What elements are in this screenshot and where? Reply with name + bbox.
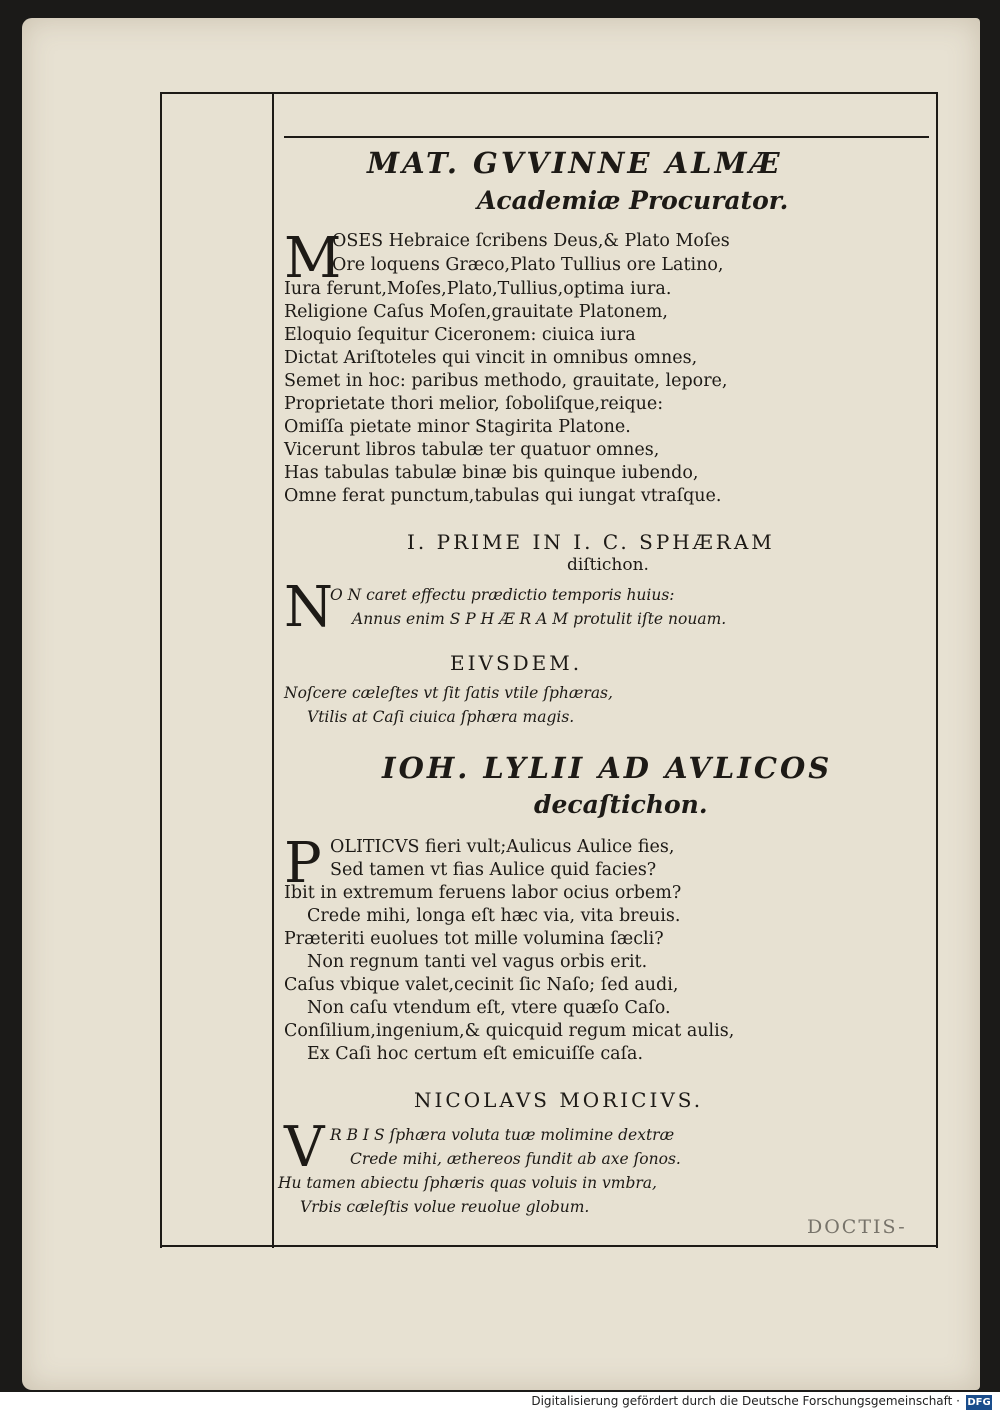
poem5-title: NICOLAVS MORICIVS. (414, 1088, 704, 1112)
poem5-line-3: Hu tamen abiectu ſphæris quas voluis in vmbra, (278, 1174, 657, 1192)
poem1-line-12: Omne ferat punctum,tabulas qui iungat vtraſque. (284, 486, 722, 506)
book-page (22, 18, 980, 1390)
poem4-line-8: Non caſu vtendum eſt, vtere quæſo Caſo. (307, 998, 671, 1018)
poem4-line-2: Sed tamen vt fias Aulice quid facies? (330, 860, 657, 880)
poem1-line-4: Religione Caſus Moſen,grauitate Platonem, (284, 302, 668, 322)
poem4-line-9: Conſilium,ingenium,& quicquid regum micat aulis, (284, 1021, 735, 1041)
frame-top-rule (160, 92, 938, 94)
poem3-line-2: Vtilis at Caſi ciuica ſphæra magis. (307, 708, 575, 726)
poem4-title: IOH. LYLII AD AVLICOS (382, 751, 833, 785)
dfg-logo: DFG (967, 1397, 991, 1408)
poem3-title: EIVSDEM. (450, 651, 583, 675)
poem2-line-1: O N caret effectu prædictio temporis huius: (330, 586, 675, 604)
poem1-title: MAT. GVVINNE ALMÆ (367, 146, 783, 180)
poem1-line-3: Iura ferunt,Moſes,Plato,Tullius,optima iura. (284, 279, 672, 299)
frame-left-rule (160, 92, 162, 1248)
poem1-line-8: Proprietate thori melior, ſoboliſque,reique: (284, 394, 664, 414)
header-rule (284, 136, 929, 138)
poem1-subtitle: Academiæ Procurator. (477, 186, 789, 215)
poem5-line-2: Crede mihi, æthereos fundit ab axe ſonos. (350, 1150, 681, 1168)
footer-bar (0, 1392, 1000, 1413)
poem1-line-6: Dictat Ariſtoteles qui vincit in omnibus omnes, (284, 348, 698, 368)
poem5-line-1: R B I S ſphæra voluta tuæ molimine dextræ (330, 1126, 675, 1144)
poem4-line-1: OLITICVS fieri vult;Aulicus Aulice fies, (330, 837, 675, 857)
poem1-line-7: Semet in hoc: paribus methodo, grauitate, lepore, (284, 371, 728, 391)
poem4-line-6: Non regnum tanti vel vagus orbis erit. (307, 952, 648, 972)
poem5-drop-cap: V (284, 1115, 325, 1180)
poem2-drop-cap: N (284, 575, 333, 640)
poem2-subtitle: diſtichon. (567, 555, 649, 575)
funding-credit: Digitalisierung gefördert durch die Deutsche Forschungsgemeinschaft · (531, 1394, 960, 1408)
poem3-line-1: Noſcere cæleſtes vt ſit ſatis vtile ſphæras, (284, 684, 613, 702)
poem4-line-3: Ibit in extremum feruens labor ocius orbem? (284, 883, 682, 903)
poem1-line-9: Omiſſa pietate minor Stagirita Platone. (284, 417, 631, 437)
poem4-line-5: Præteriti euolues tot mille volumina ſæcli? (284, 929, 664, 949)
frame-right-rule (936, 92, 938, 1248)
poem1-line-10: Vicerunt libros tabulæ ter quatuor omnes, (284, 440, 660, 460)
poem5-line-4: Vrbis cæleſtis volue reuolue globum. (300, 1198, 590, 1216)
frame-inner-rule (272, 92, 274, 1248)
poem1-line-1: OSES Hebraice ſcribens Deus,& Plato Moſes (332, 231, 730, 251)
poem1-line-5: Eloquio ſequitur Ciceronem: ciuica iura (284, 325, 636, 345)
poem2-title: I. PRIME IN I. C. SPHÆRAM (407, 530, 775, 554)
poem1-line-2: Ore loquens Græco,Plato Tullius ore Latino, (332, 255, 724, 275)
poem2-line-2: Annus enim S P H Æ R A M protulit iſte nouam. (352, 610, 727, 628)
poem1-line-11: Has tabulas tabulæ binæ bis quinque iubendo, (284, 463, 699, 483)
catchword: DOCTIS- (807, 1216, 907, 1238)
poem4-drop-cap: P (284, 831, 322, 896)
poem4-line-10: Ex Caſi hoc certum eſt emicuiſſe caſa. (307, 1044, 644, 1064)
poem1-drop-cap: M (284, 226, 342, 291)
frame-bottom-rule (160, 1245, 938, 1247)
poem4-line-7: Caſus vbique valet,cecinit ſic Naſo; ſed audi, (284, 975, 679, 995)
poem4-line-4: Crede mihi, longa eſt hæc via, vita breuis. (307, 906, 681, 926)
poem4-subtitle: decaſtichon. (534, 790, 708, 819)
